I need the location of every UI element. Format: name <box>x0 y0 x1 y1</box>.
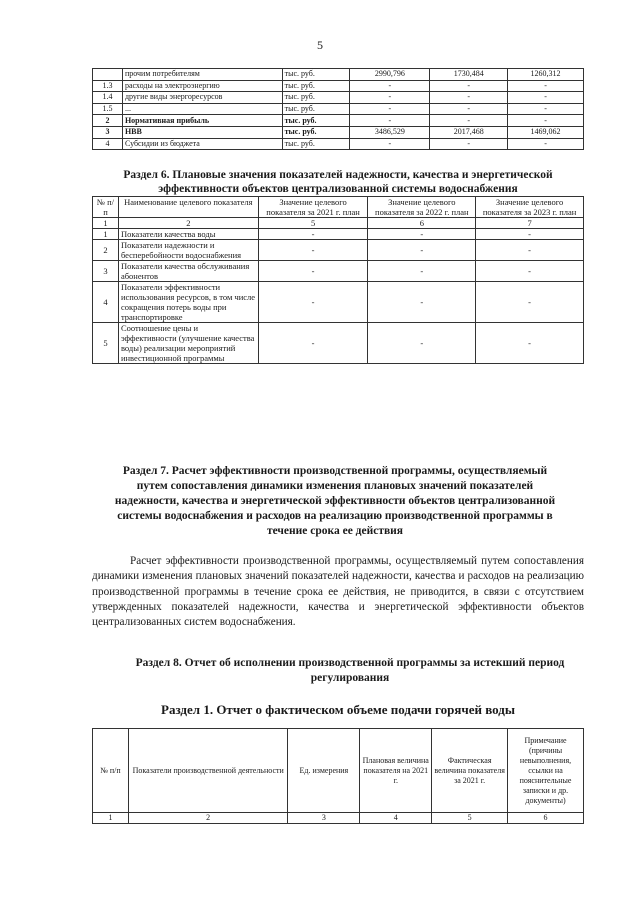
section7-paragraph: Расчет эффективности производственной программы, осуществляемый путем сопоставления динамики изменения плановых значений показателей надежности, качества и расходов на реализацию производственной программы в течение срока ее действия, не приводится, в связи с отсутствием утвержденных показателей надежности, качества и энергетической эффективности объектов централизованных систем водоснабжения. <box>92 555 584 629</box>
report-header-num: № п/п <box>93 729 129 813</box>
row-value-2022: 1730,484 <box>430 69 508 81</box>
report-header-note: Примечание (причины невыполнения, ссылки на пояснительные записки и др. документы) <box>508 729 584 813</box>
row-name: Показатели надежности и бесперебойности водоснабжения <box>118 240 258 261</box>
targets-table <box>92 196 584 364</box>
row-name: Соотношение цены и эффективности (улучшение качества воды) реализации мероприятий инвестиционной программы <box>118 323 258 364</box>
table-row <box>93 92 584 104</box>
header-name: Наименование целевого показателя <box>118 197 258 218</box>
table-row <box>93 80 584 92</box>
row-name: расходы на электроэнергию <box>122 80 282 92</box>
row-value-2023: - <box>508 138 584 150</box>
row-number: 3 <box>93 126 123 138</box>
row-unit: тыс. руб. <box>282 138 350 150</box>
row-name: Показатели эффективности использования ресурсов, в том числе сокращения потерь воды при транспортировке <box>118 282 258 323</box>
row-value-2022: - <box>368 240 476 261</box>
header-2021: Значение целевого показателя за 2021 г. план <box>258 197 368 218</box>
header-num: № п/п <box>93 197 119 218</box>
row-name: Показатели качества воды <box>118 229 258 240</box>
report-header-row <box>93 729 584 813</box>
row-number: 2 <box>93 240 119 261</box>
row-value-2022: 2017,468 <box>430 126 508 138</box>
row-value-2022: - <box>430 103 508 115</box>
row-name: Нормативная прибыль <box>122 115 282 127</box>
row-value-2023: - <box>476 240 584 261</box>
table-row <box>93 103 584 115</box>
colnum-cell: 5 <box>258 218 368 229</box>
cost-table <box>92 68 584 150</box>
row-number: 2 <box>93 115 123 127</box>
cost-table-body <box>93 69 584 150</box>
row-value-2023: - <box>508 80 584 92</box>
header-2022: Значение целевого показателя за 2022 г. план <box>368 197 476 218</box>
row-number: 3 <box>93 261 119 282</box>
table-row <box>93 69 584 81</box>
row-value-2023: - <box>476 229 584 240</box>
report-header-fact: Фактическая величина показателя за 2021 г. <box>432 729 508 813</box>
row-number: 1.4 <box>93 92 123 104</box>
colnum-cell: 2 <box>118 218 258 229</box>
row-value-2021: - <box>258 323 368 364</box>
row-name: ... <box>122 103 282 115</box>
section6-title: Раздел 6. Плановые значения показателей надежности, качества и энергетической эффективности объектов централизованной системы водоснабжения <box>123 169 553 195</box>
report-colnum-row <box>93 813 584 824</box>
row-number <box>93 69 123 81</box>
row-number: 4 <box>93 282 119 323</box>
colnum-cell: 1 <box>93 813 129 824</box>
row-value-2023: 1469,062 <box>508 126 584 138</box>
row-value-2021: 3486,529 <box>350 126 430 138</box>
table-row <box>93 323 584 364</box>
row-value-2021: - <box>258 229 368 240</box>
colnum-cell: 4 <box>360 813 432 824</box>
page-number: 5 <box>317 38 323 52</box>
row-value-2023: - <box>476 282 584 323</box>
row-number: 4 <box>93 138 123 150</box>
row-value-2022: - <box>368 261 476 282</box>
row-value-2021: - <box>350 103 430 115</box>
row-value-2021: - <box>258 282 368 323</box>
table-row <box>93 115 584 127</box>
colnum-cell: 3 <box>288 813 360 824</box>
table-row <box>93 240 584 261</box>
report-header-indicators: Показатели производственной деятельности <box>128 729 288 813</box>
row-value-2023: 1260,312 <box>508 69 584 81</box>
targets-colnum-row <box>93 218 584 229</box>
report-header-plan: Плановая величина показателя на 2021 г. <box>360 729 432 813</box>
row-unit: тыс. руб. <box>282 115 350 127</box>
section1-title: Раздел 1. Отчет о фактическом объеме подачи горячей воды <box>161 702 515 717</box>
row-unit: тыс. руб. <box>282 80 350 92</box>
row-number: 5 <box>93 323 119 364</box>
row-unit: тыс. руб. <box>282 69 350 81</box>
table-row <box>93 126 584 138</box>
table-row <box>93 261 584 282</box>
row-value-2023: - <box>508 115 584 127</box>
row-value-2022: - <box>430 115 508 127</box>
row-value-2022: - <box>430 92 508 104</box>
row-value-2022: - <box>368 282 476 323</box>
row-name: прочим потребителям <box>122 69 282 81</box>
section7-title: Раздел 7. Расчет эффективности производственной программы, осуществляемый путем сопоставления динамики изменения плановых значений показателей надежности, качества и энергетической эффективности объектов централизованной системы водоснабжения и расходов на реализацию производственной программы в течение срока ее действия <box>114 465 556 537</box>
row-name: НВВ <box>122 126 282 138</box>
row-name: Субсидии из бюджета <box>122 138 282 150</box>
row-value-2021: 2990,796 <box>350 69 430 81</box>
row-value-2021: - <box>258 261 368 282</box>
colnum-cell: 6 <box>368 218 476 229</box>
colnum-cell: 1 <box>93 218 119 229</box>
targets-table-body <box>93 229 584 364</box>
row-value-2021: - <box>350 138 430 150</box>
section8-title: Раздел 8. Отчет об исполнении производственной программы за истекший период регулирования <box>135 657 565 684</box>
row-value-2021: - <box>350 115 430 127</box>
report-table <box>92 728 584 824</box>
row-value-2023: - <box>508 103 584 115</box>
row-value-2021: - <box>350 80 430 92</box>
row-unit: тыс. руб. <box>282 92 350 104</box>
row-value-2021: - <box>350 92 430 104</box>
targets-header-row <box>93 197 584 218</box>
table-row <box>93 229 584 240</box>
row-value-2022: - <box>430 138 508 150</box>
colnum-cell: 2 <box>128 813 288 824</box>
row-value-2023: - <box>476 323 584 364</box>
colnum-cell: 5 <box>432 813 508 824</box>
row-name: Показатели качества обслуживания абонентов <box>118 261 258 282</box>
header-2023: Значение целевого показателя за 2023 г. план <box>476 197 584 218</box>
row-name: другие виды энергоресурсов <box>122 92 282 104</box>
row-value-2021: - <box>258 240 368 261</box>
colnum-cell: 6 <box>508 813 584 824</box>
row-number: 1 <box>93 229 119 240</box>
row-unit: тыс. руб. <box>282 126 350 138</box>
colnum-cell: 7 <box>476 218 584 229</box>
row-number: 1.3 <box>93 80 123 92</box>
row-value-2022: - <box>368 323 476 364</box>
row-number: 1.5 <box>93 103 123 115</box>
row-value-2022: - <box>368 229 476 240</box>
table-row <box>93 138 584 150</box>
table-row <box>93 282 584 323</box>
row-value-2023: - <box>476 261 584 282</box>
row-value-2023: - <box>508 92 584 104</box>
report-header-unit: Ед. измерения <box>288 729 360 813</box>
row-value-2022: - <box>430 80 508 92</box>
row-unit: тыс. руб. <box>282 103 350 115</box>
